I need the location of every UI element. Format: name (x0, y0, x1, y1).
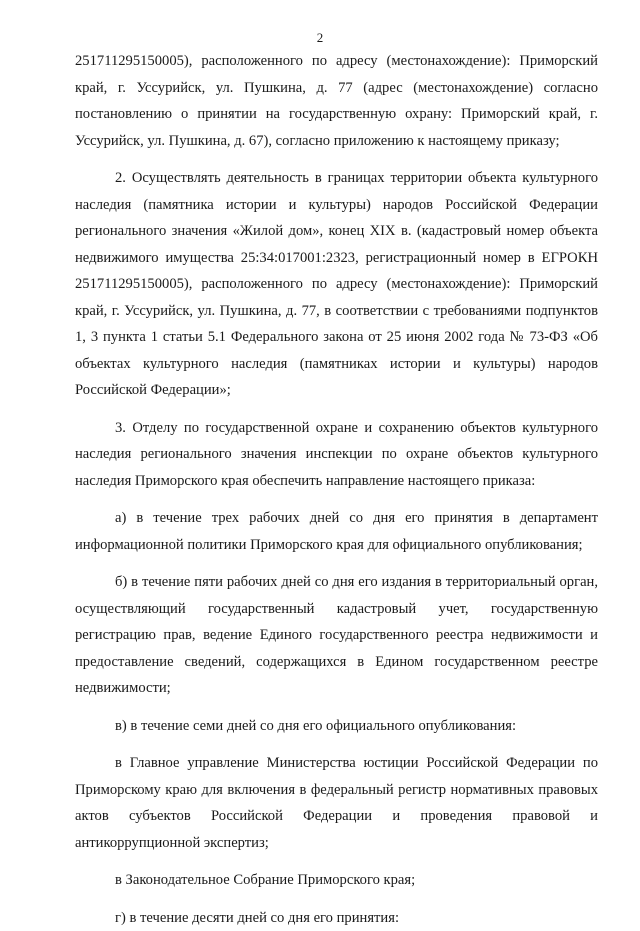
paragraph-item-2: 2. Осуществлять деятельность в границах территории объекта культурного наследия (памятника истории и культуры) народов Российской Федерации регионального значения «Жилой дом», конец XIX в. (кадастровый номер объекта недвижимого имущества 25:34:017001:2323, регистрационный номер в ЕГРОКН 251711295150005), расположенного по адресу (местонахождение): Приморский край, г. Уссурийск, ул. Пушкина, д. 77, в соответствии с требованиями подпунктов 1, 3 пункта 1 статьи 5.1 Федерального закона от 25 июня 2002 года № 73-ФЗ «Об объектах культурного наследия (памятниках истории и культуры) народов Российской Федерации»; (75, 165, 598, 404)
subitem-g: г) в течение десяти дней со дня его принятия: (75, 905, 598, 931)
recipient-justice-ministry: в Главное управление Министерства юстиции Российской Федерации по Приморскому краю для включения в федеральный регистр нормативных правовых актов субъектов Российской Федерации и проведения правовой и антикоррупционной экспертиз; (75, 750, 598, 856)
page-number: 2 (0, 30, 640, 46)
subitem-b: б) в течение пяти рабочих дней со дня его издания в территориальный орган, осуществляющий государственный кадастровый учет, государственную регистрацию прав, ведение Единого государственного реестра недвижимости и предоставление сведений, содержащихся в Едином государственном реестре недвижимости; (75, 569, 598, 702)
recipient-legislative-assembly: в Законодательное Собрание Приморского края; (75, 867, 598, 894)
subitem-a: а) в течение трех рабочих дней со дня его принятия в департамент информационной политики Приморского края для официального опубликования; (75, 505, 598, 558)
document-body (75, 48, 598, 931)
paragraph-item-3: 3. Отделу по государственной охране и сохранению объектов культурного наследия регионального значения инспекции по охране объектов культурного наследия Приморского края обеспечить направление настоящего приказа: (75, 415, 598, 495)
paragraph-1-continuation: 251711295150005), расположенного по адресу (местонахождение): Приморский край, г. Уссурийск, ул. Пушкина, д. 77 (адрес (местонахождение) согласно постановлению о принятии на государственную охрану: Приморский край, г. Уссурийск, ул. Пушкина, д. 67), согласно приложению к настоящему приказу; (75, 48, 598, 154)
subitem-v: в) в течение семи дней со дня его официального опубликования: (75, 713, 598, 740)
